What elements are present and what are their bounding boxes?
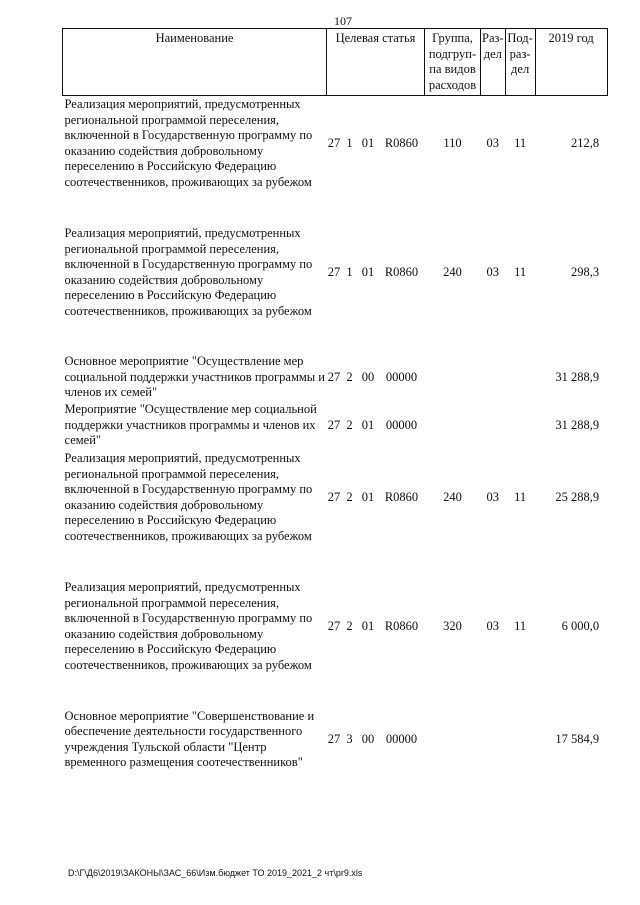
section-code: 03	[486, 489, 500, 504]
subsection-code: 11	[514, 618, 527, 633]
section-code	[481, 708, 506, 772]
header-expense-group: Группа, подгруп-па видов расходов	[425, 29, 481, 96]
table-row	[63, 96, 608, 192]
table-row	[63, 225, 608, 321]
target-code-4: R0860	[384, 136, 419, 150]
amount-2019: 298,3	[570, 264, 600, 279]
row-name: Основное мероприятие "Совершенствование и обеспечение деятельности государственного учреждения Тульской области "Центр временного размещения соотечественников"	[64, 708, 315, 769]
header-name: Наименование	[63, 29, 327, 96]
target-code-2: 3	[346, 731, 353, 746]
table-row	[63, 354, 608, 402]
amount-2019: 31 288,9	[555, 369, 600, 384]
expense-group: 240	[443, 489, 462, 504]
target-code-1: 27	[327, 618, 341, 633]
expense-group	[425, 708, 481, 772]
amount-2019: 17 584,9	[555, 731, 600, 746]
expense-group: 240	[443, 264, 462, 279]
subsection-code	[505, 354, 535, 402]
subsection-code: 11	[514, 489, 527, 504]
subsection-code: 11	[514, 264, 527, 279]
target-code-4: 00000	[385, 731, 418, 746]
section-code: 03	[486, 264, 500, 279]
target-code-2: 2	[346, 417, 353, 432]
header-subsection: Под-раз-дел	[505, 29, 535, 96]
amount-2019: 212,8	[570, 136, 600, 150]
budget-table	[62, 28, 608, 772]
expense-group: 320	[443, 618, 462, 633]
amount-2019: 31 288,9	[555, 417, 600, 432]
amount-2019: 25 288,9	[555, 489, 600, 504]
target-code-1: 27	[327, 264, 341, 279]
row-name: Мероприятие "Осуществление мер социальной поддержки участников программы и членов их семей"	[64, 402, 317, 448]
target-code-3: 00	[361, 731, 375, 746]
target-code-2: 1	[346, 136, 353, 150]
page-number: 107	[334, 14, 352, 28]
target-code-2: 2	[346, 489, 353, 504]
table-row	[63, 708, 608, 772]
section-code	[481, 354, 506, 402]
row-name: Реализация мероприятий, предусмотренных региональной программой переселения, включенной в Государственную программу по оказанию содействия добровольному переселению в Российскую Федерацию соотечественников, проживающих за рубежом	[64, 226, 313, 318]
expense-group: 110	[443, 136, 462, 150]
table-row	[63, 579, 608, 675]
subsection-code: 11	[514, 136, 527, 150]
target-code-4: 00000	[385, 417, 418, 432]
target-code-4: R0860	[384, 489, 419, 504]
target-code-3: 01	[361, 264, 375, 279]
header-target-article: Целевая статья	[327, 29, 425, 96]
amount-2019: 6 000,0	[561, 618, 600, 633]
section-code: 03	[486, 136, 500, 150]
target-code-2: 2	[346, 618, 353, 633]
section-code	[481, 402, 506, 450]
target-code-1: 27	[327, 417, 341, 432]
file-path-footer: D:\Г\Д6\2019\ЗАКОНЫ\ЗАС_66\Изм.бюджет ТО 2019_2021_2 чт\pr9.xls	[68, 868, 363, 878]
target-code-4: R0860	[384, 618, 419, 633]
target-code-3: 01	[361, 136, 375, 150]
row-name: Основное мероприятие "Осуществление мер социальной поддержки участников программы и членов их семей"	[64, 354, 325, 400]
row-name: Реализация мероприятий, предусмотренных региональной программой переселения, включенной в Государственную программу по оказанию содействия добровольному переселению в Российскую Федерацию соотечественников, проживающих за рубежом	[64, 451, 313, 543]
target-code-4: R0860	[384, 264, 419, 279]
table-row	[63, 450, 608, 546]
subsection-code	[505, 402, 535, 450]
expense-group	[425, 354, 481, 402]
target-code-1: 27	[327, 136, 341, 150]
target-code-2: 1	[346, 264, 353, 279]
row-name: Реализация мероприятий, предусмотренных региональной программой переселения, включенной в Государственную программу по оказанию содействия добровольному переселению в Российскую Федерацию соотечественников, проживающих за рубежом	[64, 97, 313, 189]
table-row	[63, 402, 608, 450]
target-code-4: 00000	[385, 369, 418, 384]
header-section: Раз-дел	[481, 29, 506, 96]
header-year-2019: 2019 год	[535, 29, 607, 96]
target-code-3: 01	[361, 417, 375, 432]
target-code-1: 27	[327, 369, 341, 384]
row-name: Реализация мероприятий, предусмотренных региональной программой переселения, включенной в Государственную программу по оказанию содействия добровольному переселению в Российскую Федерацию соотечественников, проживающих за рубежом	[64, 580, 313, 672]
target-code-3: 00	[361, 369, 375, 384]
section-code: 03	[486, 618, 500, 633]
target-code-2: 2	[346, 369, 353, 384]
target-code-1: 27	[327, 489, 341, 504]
target-code-1: 27	[327, 731, 341, 746]
subsection-code	[505, 708, 535, 772]
target-code-3: 01	[361, 489, 375, 504]
target-code-3: 01	[361, 618, 375, 633]
expense-group	[425, 402, 481, 450]
